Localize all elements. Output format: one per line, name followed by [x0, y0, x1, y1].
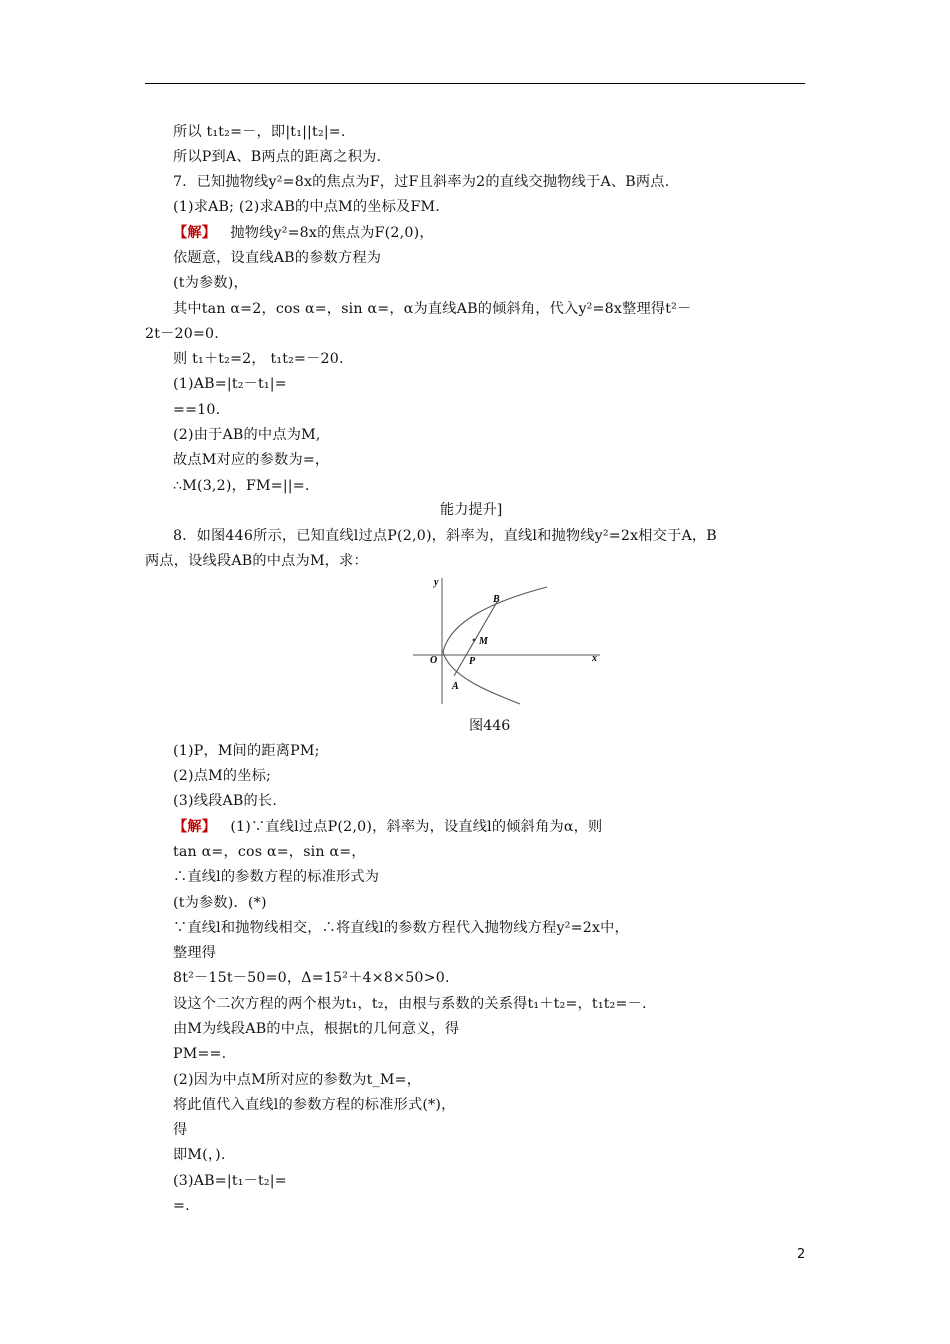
text-line: 得	[173, 1122, 188, 1138]
text-line: 8．如图446所示，已知直线l过点P(2,0)，斜率为，直线l和抛物线y²=2x相交于A，B	[173, 528, 717, 544]
header-rule	[145, 83, 805, 84]
parabola-figure	[410, 572, 610, 708]
solution-tag: 【解】	[173, 819, 217, 835]
text-line: 故点M对应的参数为=，	[173, 452, 330, 468]
text-line: 7．已知抛物线y²=8x的焦点为F，过F且斜率为2的直线交抛物线于A、B两点.	[173, 174, 670, 190]
text-line: 由M为线段AB的中点，根据t的几何意义，得	[173, 1021, 460, 1037]
text-line: ∴直线l的参数方程的标准形式为	[173, 869, 380, 885]
text-line: ==10.	[173, 402, 221, 418]
page-number: 2	[797, 1247, 806, 1262]
section-heading: 能力提升]	[440, 502, 503, 518]
text-line: (1)求AB; (2)求AB的中点M的坐标及FM.	[173, 199, 440, 215]
text-line: (2)由于AB的中点为M,	[173, 427, 321, 443]
text-line: (3)线段AB的长.	[173, 793, 278, 809]
point-m-label: M	[479, 636, 488, 647]
text-line: 所以P到A、B两点的距离之积为.	[173, 149, 382, 165]
text-line: (2)因为中点M所对应的参数为t_M=，	[173, 1072, 422, 1088]
text-line: (2)点M的坐标;	[173, 768, 271, 784]
text-line: 2t－20=0.	[145, 326, 219, 342]
text-line: =.	[173, 1198, 190, 1214]
text-line: 其中tan α=2，cos α=，sin α=，α为直线AB的倾斜角，代入y²=8x整理得t²－	[173, 301, 692, 317]
text-line: ∵直线l和抛物线相交，∴将直线l的参数方程代入抛物线方程y²=2x中，	[173, 920, 629, 936]
text-line: 依题意，设直线AB的参数方程为	[173, 250, 382, 266]
text-line: (t为参数)，	[173, 275, 248, 291]
solution-line	[173, 223, 434, 243]
text-line: (t为参数)．(*)	[173, 895, 267, 911]
text-line: 两点，设线段AB的中点为M，求：	[145, 553, 368, 569]
figure-caption: 图446	[469, 718, 511, 734]
x-axis-label: x	[592, 653, 597, 664]
point-b-label: B	[493, 594, 500, 605]
midpoint-m-dot	[473, 639, 476, 642]
text-line: 则 t₁＋t₂=2， t₁t₂=－20.	[173, 351, 344, 367]
line-ab	[454, 602, 497, 676]
text-line: (3)AB=|t₁－t₂|=	[173, 1173, 287, 1189]
point-a-label: A	[452, 681, 459, 692]
point-p-label: P	[469, 656, 476, 667]
solution-line	[173, 817, 602, 837]
text-line: 8t²－15t－50=0，Δ=15²＋4×8×50>0.	[173, 970, 450, 986]
text-line: 抛物线y²=8x的焦点为F(2,0)，	[230, 225, 434, 241]
text-line: 所以 t₁t₂=－，即|t₁||t₂|=.	[173, 124, 346, 140]
text-line: PM==.	[173, 1046, 227, 1062]
text-line: 即M(，).	[173, 1147, 226, 1163]
text-line: 将此值代入直线l的参数方程的标准形式(*)，	[173, 1097, 456, 1113]
text-line: 设这个二次方程的两个根为t₁，t₂，由根与系数的关系得t₁＋t₂=，t₁t₂=－.	[173, 996, 647, 1012]
y-axis-label: y	[434, 577, 439, 588]
text-line: 整理得	[173, 945, 217, 961]
text-line: (1)AB=|t₂－t₁|=	[173, 376, 287, 392]
solution-tag: 【解】	[173, 225, 217, 241]
text-line: (1)P，M间的距离PM;	[173, 743, 320, 759]
text-line: tan α=，cos α=，sin α=，	[173, 844, 366, 860]
text-line: ∴M(3,2)，FM=||=.	[173, 478, 310, 494]
text-line: (1)∵直线l过点P(2,0)，斜率为，设直线l的倾斜角为α，则	[230, 819, 603, 835]
origin-label: O	[430, 655, 438, 666]
